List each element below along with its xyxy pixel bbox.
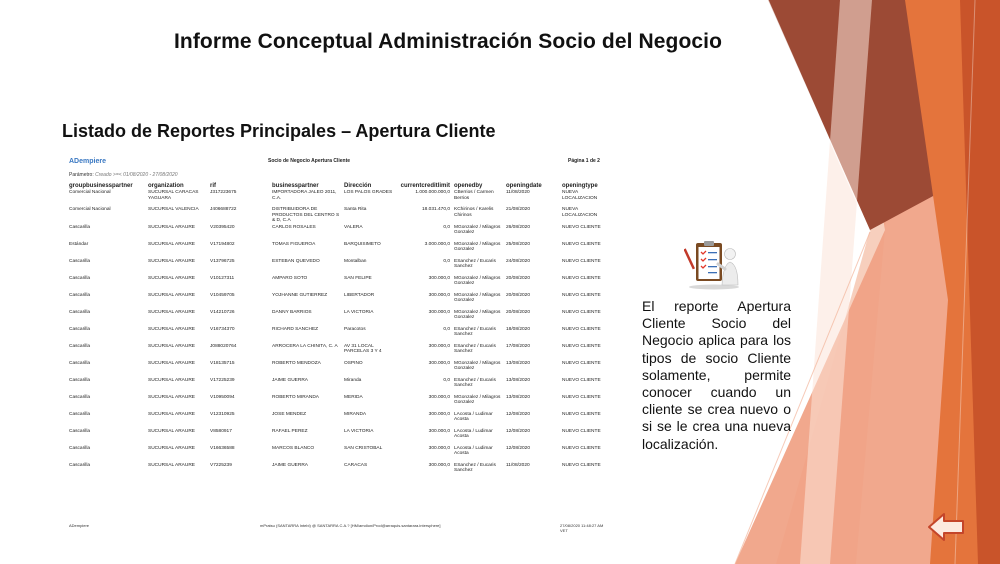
checklist-clipboard-icon [684, 240, 742, 290]
table-cell: JAIME GUERRA [272, 377, 308, 383]
table-cell: SUCURSAL ARAURE [148, 428, 196, 434]
table-cell: V16734370 [210, 326, 235, 332]
table-cell: SUCURSAL ARAURE [148, 292, 196, 298]
table-cell: TOMAS FIGUEROA [272, 241, 316, 247]
table-cell: LAcosta / Ludimar Acosta [454, 445, 493, 457]
table-row [69, 258, 607, 275]
table-cell: ESanchez / Eucaris Sanchez [454, 258, 496, 270]
table-cell: RAFAEL PEREZ [272, 428, 308, 434]
column-header: Dirección [344, 183, 372, 189]
table-cell: VALERA [344, 224, 363, 230]
table-cell: SUCURSAL ARAURE [148, 360, 196, 366]
table-cell: JOSE MENDEZ [272, 411, 307, 417]
table-cell: Estándar [69, 241, 89, 247]
table-cell: LOS PALOS GRADES [344, 190, 393, 195]
table-cell: NUEVO CLIENTE [562, 241, 601, 247]
table-cell: J088020764 [210, 343, 237, 349]
report-footer-left: ADempiere [69, 523, 90, 528]
table-cell: Cascarilla [69, 428, 91, 434]
table-cell: 300.000,0 [428, 411, 450, 417]
table-cell: V20395420 [210, 224, 235, 230]
table-cell: 13/08/2020 [506, 360, 531, 366]
table-row [69, 360, 607, 377]
table-cell: Cascarilla [69, 309, 91, 315]
table-cell: Cascarilla [69, 445, 91, 451]
table-row [69, 343, 607, 360]
table-cell: 12/08/2020 [506, 411, 531, 417]
table-cell: Cascarilla [69, 292, 91, 298]
table-cell: NUEVA LOCALIZACION [562, 190, 598, 201]
report-logo: ADempiere [69, 158, 106, 165]
table-cell: MARCOS BLANCO [272, 445, 315, 451]
table-cell: SUCURSAL ARAURE [148, 462, 196, 468]
table-cell: 0,0 [443, 258, 450, 264]
table-cell: 0,0 [443, 377, 450, 383]
table-row [69, 411, 607, 428]
table-cell: ESanchez / Eucaris Sanchez [454, 462, 496, 474]
table-cell: MGonzalez / Milagros Gonzalez [454, 394, 501, 406]
table-cell: JAIME GUERRA [272, 462, 308, 468]
table-cell: 25/08/2020 [506, 241, 531, 247]
table-cell: Paracotos [344, 326, 366, 332]
table-row [69, 377, 607, 394]
back-arrow-icon [926, 511, 966, 543]
table-cell: ESanchez / Eucaris Sanchez [454, 326, 496, 338]
table-cell: 18.031.470,0 [421, 207, 450, 212]
table-cell: V18135715 [210, 360, 235, 366]
table-cell: NUEVO CLIENTE [562, 224, 601, 230]
table-cell: RICHARD SANCHEZ [272, 326, 319, 332]
table-cell: LAcosta / Ludimar Acosta [454, 428, 493, 440]
table-cell: 13/08/2020 [506, 394, 531, 400]
table-cell: LA VICTORIA [344, 309, 374, 315]
table-row [69, 241, 607, 258]
table-cell: NUEVO CLIENTE [562, 377, 601, 383]
table-cell: NUEVO CLIENTE [562, 411, 601, 417]
table-cell: Cascarilla [69, 258, 91, 264]
table-cell: ROBERTO MIRANDA [272, 394, 319, 400]
table-row [69, 206, 607, 224]
table-cell: DISTRIBUIDORA DE PRODUCTOS DEL CENTRO S & D, C.A [272, 207, 340, 224]
table-cell: V17194802 [210, 241, 235, 247]
table-cell: 300.000,0 [428, 292, 450, 298]
table-cell: MGonzalez / Milagros Gonzalez [454, 241, 501, 253]
column-header: businesspartner [272, 183, 319, 189]
table-cell: 300.000,0 [428, 428, 450, 434]
table-cell: J406688722 [210, 207, 237, 212]
table-cell: Cascarilla [69, 326, 91, 332]
table-cell: V8580917 [210, 428, 232, 434]
table-cell: Cascarilla [69, 275, 91, 281]
table-cell: NUEVO CLIENTE [562, 343, 601, 349]
column-header: openingtype [562, 183, 598, 189]
back-button[interactable] [926, 511, 966, 543]
table-cell: V16636588 [210, 445, 235, 451]
table-cell: J317223675 [210, 190, 237, 195]
table-cell: CARLOS ROSALES [272, 224, 316, 230]
table-cell: ARROCERA LA CHINITA, C. A [272, 343, 338, 349]
table-cell: 11/08/2020 [506, 462, 530, 468]
table-cell: ESanchez / Eucaris Sanchez [454, 343, 496, 355]
table-cell: MGonzalez / Milagros Gonzalez [454, 360, 501, 372]
param-label: Parámetro: [69, 172, 94, 178]
column-header: rif [210, 183, 216, 189]
table-cell: AV 31 LOCAL PARCELAS 3 Y 4 [344, 343, 382, 355]
table-cell: 12/08/2020 [506, 428, 531, 434]
table-cell: V10950094 [210, 394, 235, 400]
table-row [69, 428, 607, 445]
table-cell: SUCURSAL ARAURE [148, 377, 196, 383]
table-cell: V10127311 [210, 275, 235, 281]
table-cell: Comercial Nacional [69, 190, 111, 195]
param-field: Creado [95, 172, 112, 178]
table-cell: SAN FELIPE [344, 275, 372, 281]
table-cell: BARQUISIMETO [344, 241, 381, 247]
table-cell: V14210726 [210, 309, 235, 315]
table-cell: SUCURSAL ARAURE [148, 445, 196, 451]
table-cell: SUCURSAL ARAURE [148, 241, 196, 247]
table-cell: SUCURSAL ARAURE [148, 224, 196, 230]
column-header: openingdate [506, 183, 542, 189]
table-cell: 300.000,0 [428, 309, 450, 315]
table-cell: NUEVO CLIENTE [562, 275, 601, 281]
table-cell: 1.000.000.000,0 [415, 190, 450, 195]
table-cell: 0,0 [443, 224, 450, 230]
report-parameters [69, 172, 178, 178]
table-cell: LAcosta / Ludimar Acosta [454, 411, 493, 423]
table-cell: V13796725 [210, 258, 235, 264]
table-row [69, 462, 607, 479]
column-header: currentcreditlimit [400, 183, 450, 189]
table-cell: SUCURSAL ARAURE [148, 258, 196, 264]
table-cell: Cascarilla [69, 462, 91, 468]
table-cell: 300.000,0 [428, 462, 450, 468]
table-cell: IMPORTADORA JALEO 2011, C.A. [272, 190, 337, 201]
report-body [69, 189, 607, 479]
table-cell: NUEVA LOCALIZACION [562, 207, 598, 218]
table-cell: V17225239 [210, 377, 235, 383]
table-row [69, 292, 607, 309]
table-cell: 20/08/2020 [506, 275, 531, 281]
table-cell: V7225239 [210, 462, 232, 468]
table-cell: Cascarilla [69, 394, 91, 400]
column-header: openedby [454, 183, 483, 189]
table-row [69, 326, 607, 343]
table-cell: Montalban [344, 258, 367, 264]
table-cell: Cascarilla [69, 360, 91, 366]
table-cell: 26/08/2020 [506, 224, 531, 230]
column-header: groupbusinesspartner [69, 183, 133, 189]
table-cell: 21/08/2020 [506, 207, 531, 212]
table-cell: SUCURSAL ARAURE [148, 411, 196, 417]
table-cell: Cascarilla [69, 411, 91, 417]
table-cell: MIRANDA [344, 411, 367, 417]
table-cell: 12/08/2020 [506, 445, 531, 451]
table-cell: SUCURSAL ARAURE [148, 309, 196, 315]
table-cell: SAN CRISTOBAL [344, 445, 383, 451]
table-cell: NUEVO CLIENTE [562, 309, 601, 315]
table-cell: SUCURSAL CARACAS YAGUARA [148, 190, 199, 201]
table-cell: MGonzalez / Milagros Gonzalez [454, 275, 501, 287]
table-cell: SUCURSAL ARAURE [148, 394, 196, 400]
report-header-row [69, 181, 607, 189]
table-row [69, 445, 607, 462]
table-cell: 0,0 [443, 326, 450, 332]
table-cell: 17/08/2020 [506, 343, 531, 349]
table-cell: MERIDA [344, 394, 363, 400]
table-row [69, 394, 607, 411]
table-cell: 300.000,0 [428, 445, 450, 451]
param-value: 01/08/2020 - 27/08/2020 [123, 172, 178, 178]
table-cell: NUEVO CLIENTE [562, 445, 601, 451]
table-cell: V10459705 [210, 292, 235, 298]
table-cell: Miranda [344, 377, 362, 383]
table-cell: AMPARO SOTO [272, 275, 308, 281]
table-row [69, 275, 607, 292]
table-cell: NUEVO CLIENTE [562, 360, 601, 366]
table-cell: OSPINO [344, 360, 363, 366]
column-header: organization [148, 183, 184, 189]
slide-subtitle: Listado de Reportes Principales – Apertura Cliente [62, 121, 496, 141]
table-cell: SUCURSAL ARAURE [148, 343, 196, 349]
param-operator: >=< [112, 172, 122, 178]
table-cell: MGonzalez / Milagros Gonzalez [454, 309, 501, 321]
report-footer-center: mPratsu (SANTARRA Intebi) @ SANTARRA C.A.? [HM/amdion/Prod@arraquis.santarara.intersphere] [260, 523, 441, 528]
table-cell: MGonzalez / Milagros Gonzalez [454, 224, 501, 236]
table-cell: CBerrios / Carmen Berrios [454, 190, 494, 201]
report-footer-right: 27/08/2020 11:48:27 AM VET [560, 523, 604, 533]
table-cell: SUCURSAL VALENCIA [148, 207, 199, 212]
table-cell: Cascarilla [69, 343, 91, 349]
table-cell: 3.000.000,0 [424, 241, 450, 247]
table-cell: Comercial Nacional [69, 207, 111, 212]
table-cell: ROBERTO MENDOZA [272, 360, 321, 366]
table-cell: NUEVO CLIENTE [562, 326, 601, 332]
table-cell: 300.000,0 [428, 275, 450, 281]
table-cell: 20/08/2020 [506, 309, 531, 315]
table-cell: 20/08/2020 [506, 292, 531, 298]
table-cell: Cascarilla [69, 377, 91, 383]
table-cell: CARACAS [344, 462, 368, 468]
table-cell: ESTEBAN QUEVEDO [272, 258, 320, 264]
table-cell: YOJHANNE GUTIERREZ [272, 292, 328, 298]
table-cell: SUCURSAL ARAURE [148, 326, 196, 332]
table-cell: 300.000,0 [428, 360, 450, 366]
table-cell: DANNY BARRIOS [272, 309, 312, 315]
table-cell: 300.000,0 [428, 394, 450, 400]
table-cell: 24/08/2020 [506, 258, 531, 264]
table-cell: 18/08/2020 [506, 326, 531, 332]
table-cell: LIBERTADOR [344, 292, 375, 298]
report-description: El reporte Apertura Cliente Socio del Negocio aplica para los tipos de socio Cliente solamente, permite conocer cuando un cliente se crea nuevo o si se le crea una nueva localización. [642, 298, 791, 452]
table-cell: 13/08/2020 [506, 377, 531, 383]
table-cell: Cascarilla [69, 224, 91, 230]
table-cell: NUEVO CLIENTE [562, 394, 601, 400]
report-table [69, 181, 607, 479]
table-cell: ESanchez / Eucaris Sanchez [454, 377, 496, 389]
table-row [69, 189, 607, 206]
table-cell: 300.000,0 [428, 343, 450, 349]
table-row [69, 224, 607, 241]
table-cell: Santa Rita [344, 207, 367, 212]
table-cell: NUEVO CLIENTE [562, 462, 601, 468]
table-row [69, 309, 607, 326]
report-page-number: Página 1 de 2 [568, 158, 600, 164]
report-preview [68, 152, 611, 537]
table-cell: V12310925 [210, 411, 235, 417]
table-cell: NUEVO CLIENTE [562, 292, 601, 298]
table-cell: KChirinos / Karelis Chirinos [454, 207, 494, 218]
table-cell: LA VICTORIA [344, 428, 374, 434]
table-cell: 11/08/2020 [506, 190, 530, 195]
slide-title: Informe Conceptual Administración Socio del Negocio [173, 30, 723, 53]
table-cell: SUCURSAL ARAURE [148, 275, 196, 281]
table-cell: NUEVO CLIENTE [562, 428, 601, 434]
table-cell: NUEVO CLIENTE [562, 258, 601, 264]
report-title: Socio de Negocio Apertura Cliente [268, 158, 351, 164]
table-cell: MGonzalez / Milagros Gonzalez [454, 292, 501, 304]
